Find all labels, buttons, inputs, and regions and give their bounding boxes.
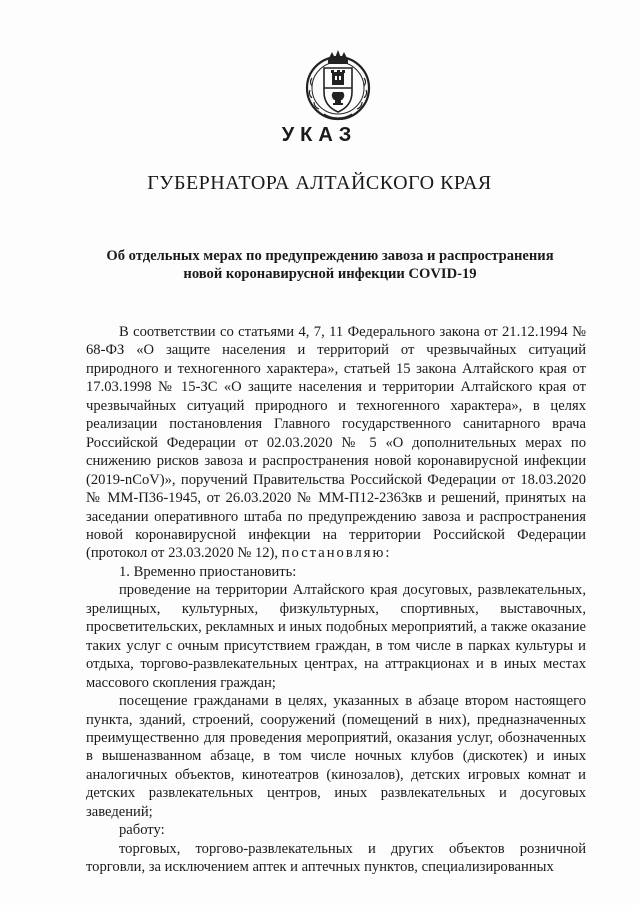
document-body	[86, 323, 586, 877]
decree-title: УКАЗ	[281, 124, 358, 146]
clause-1-paragraph-retail: торговых, торгово-развлекательных и других объектов розничной торговли, за исключением аптек и аптечных пунктов, специализированных	[86, 840, 586, 876]
clause-1-paragraph-events: проведение на территории Алтайского края досуговых, развлекательных, зрелищных, культурных, физкультурных, спортивных, выставочных, просветительских, рекламных и иных подобных мероприятий, а также оказание таких услуг с очным присутствием граждан, в том числе в парках культуры и отдыха, торгово-развлекательных центрах, на аттракционах и в иных местах массового скопления граждан;	[86, 582, 586, 691]
clause-1-paragraph-work: работу:	[119, 822, 165, 839]
preamble-paragraph	[86, 323, 586, 563]
heading-line-2: новой коронавирусной инфекции COVID-19	[183, 266, 477, 282]
heading-line-1: Об отдельных мерах по предупреждению завоза и распространения	[106, 248, 554, 264]
document-heading	[70, 247, 590, 283]
clause-1-paragraph-visits: посещение гражданами в целях, указанных в абзаце втором настоящего пункта, зданий, строений, сооружений (помещений в них), предназначенных преимущественно для проведения мероприятий, оказания услуг, обозначенных в вышеназванном абзаце, в том числе ночных клубов (дискотек) и иных аналогичных объектов, кинотеатров (кинозалов), детских игровых комнат и детских развлекательных центров, иных развлекательных и досуговых заведений;	[86, 693, 586, 820]
issuer-title: ГУБЕРНАТОРА АЛТАЙСКОГО КРАЯ	[147, 172, 492, 194]
preamble-text: В соответствии со статьями 4, 7, 11 Федерального закона от 21.12.1994 № 68-ФЗ «О защите населения и территорий от чрезвычайных ситуаций природного и техногенного характера», статьей 15 закона Алтайского края от 17.03.1998 № 15-ЗС «О защите населения и территории Алтайского края от чрезвычайных ситуаций природного и техногенного характера», в целях реализации постановления Главного государственного санитарного врача Российской Федерации от 02.03.2020 № 5 «О дополнительных мерах по снижению рисков завоза и распространения новой коронавирусной инфекции (2019-nCoV)», поручений Правительства Российской Федерации от 18.03.2020 № ММ-П36-1945, от 26.03.2020 № ММ-П12-2363кв и решений, принятых на заседании оперативного штаба по предупреждению завоза и распространения новой коронавирусной инфекции на территории Российской Федерации (протокол от 23.03.2020 № 12),	[86, 324, 586, 562]
postanovlyayu-word: постановляю:	[281, 545, 392, 562]
coat-of-arms-icon	[302, 48, 374, 122]
clause-1-heading: 1. Временно приостановить:	[119, 563, 297, 580]
